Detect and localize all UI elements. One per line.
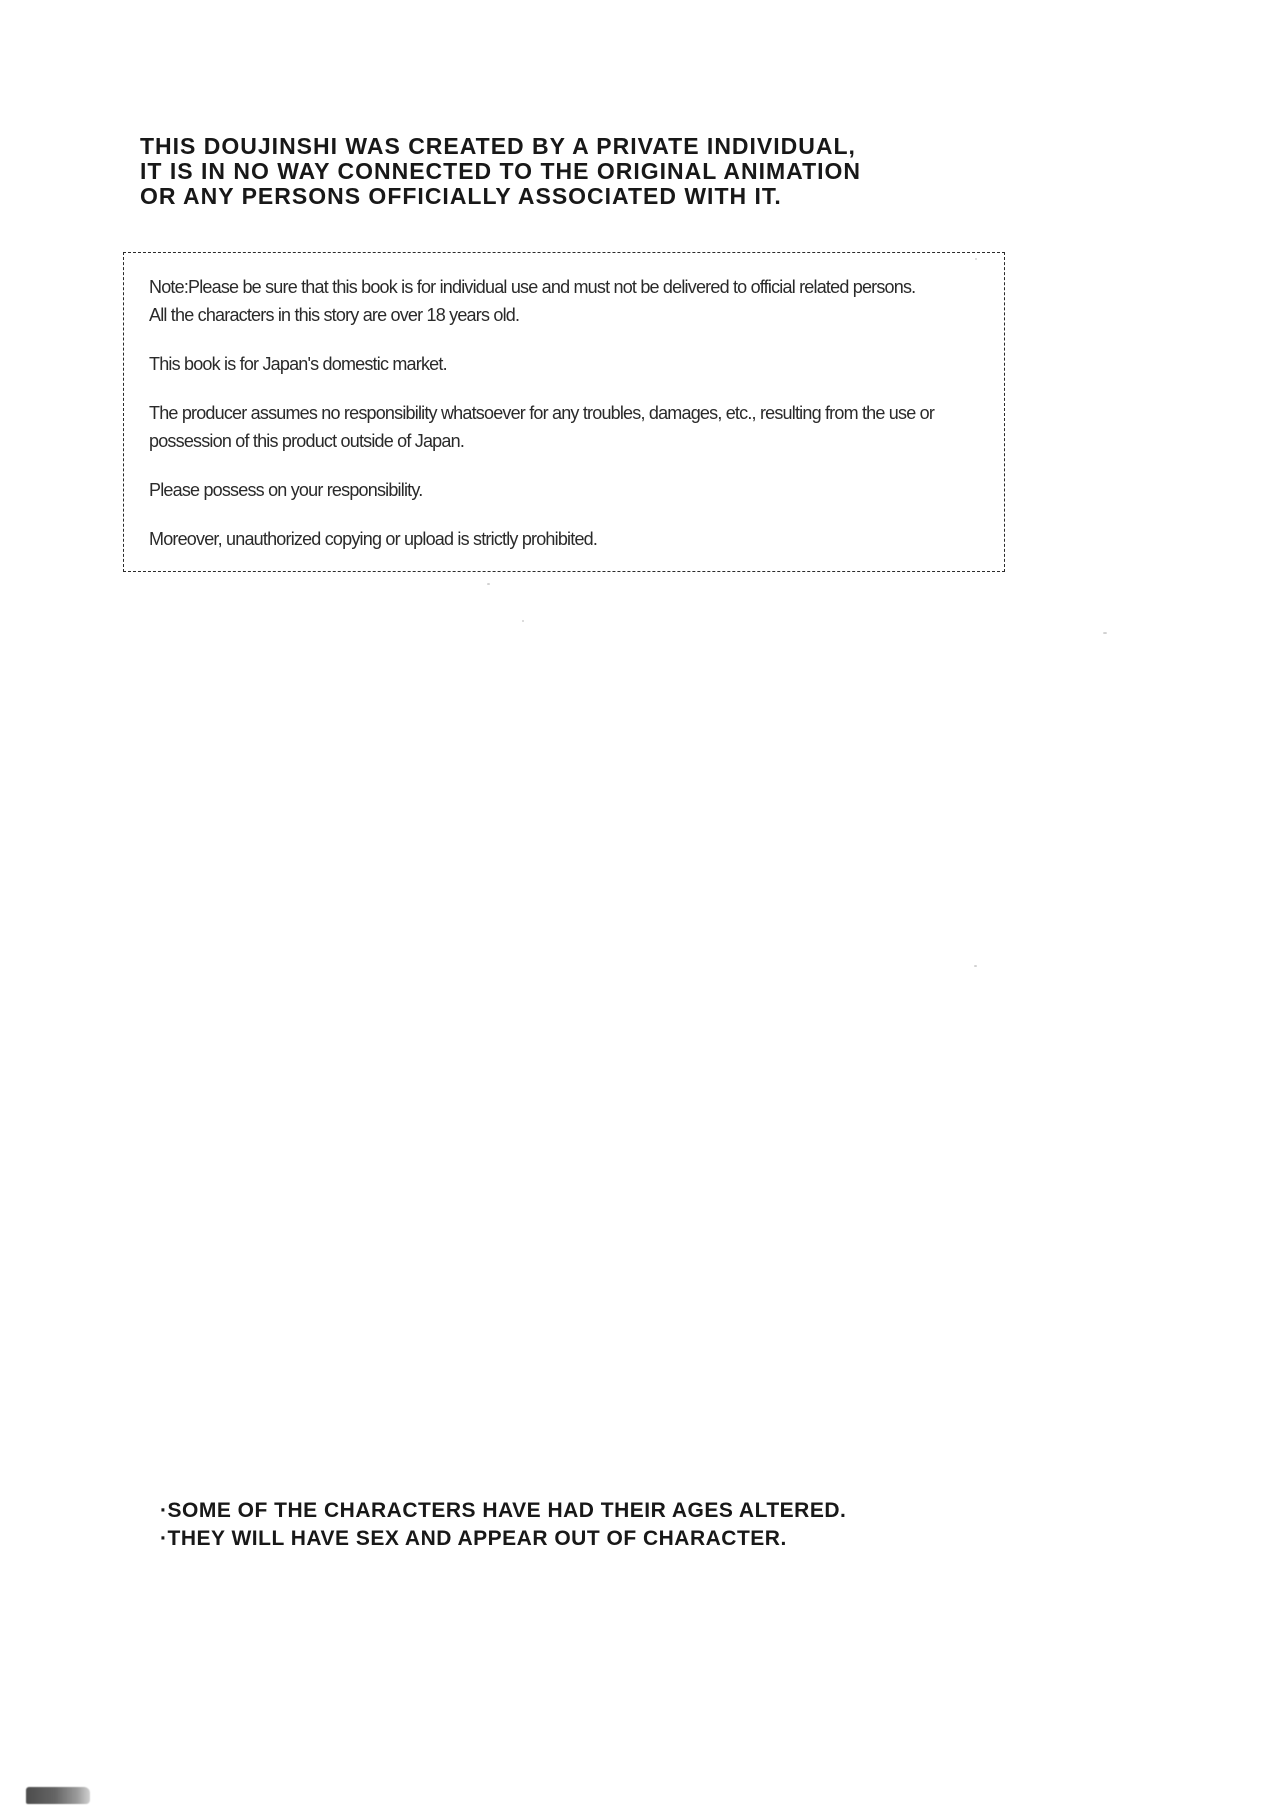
scan-speck (975, 258, 977, 260)
disclaimer-header-line-3: OR ANY PERSONS OFFICIALLY ASSOCIATED WITH IT. (140, 183, 782, 209)
scan-speck (487, 583, 490, 585)
notice-line: The producer assumes no responsibility whatsoever for any troubles, damages, etc., resulting from the use or (149, 403, 935, 423)
footer-note-line-1: ·SOME OF THE CHARACTERS HAVE HAD THEIR AGES ALTERED. (160, 1499, 847, 1522)
notice-line: Please possess on your responsibility. (149, 480, 423, 500)
scan-speck (522, 620, 524, 622)
notice-line: Moreover, unauthorized copying or upload is strictly prohibited. (149, 529, 598, 549)
disclaimer-header-line-2: IT IS IN NO WAY CONNECTED TO THE ORIGINAL ANIMATION (140, 158, 862, 184)
notice-paragraph-copying-prohibited (149, 525, 979, 553)
footer-notes (160, 1497, 846, 1553)
notice-line: All the characters in this story are over 18 years old. (149, 305, 520, 325)
scan-speck (1103, 632, 1107, 634)
scan-smudge-bottom-left (26, 1787, 90, 1804)
disclaimer-header (140, 134, 861, 209)
scan-speck (974, 965, 977, 967)
footer-note-line-2: ·THEY WILL HAVE SEX AND APPEAR OUT OF CHARACTER. (160, 1527, 787, 1550)
notice-line: possession of this product outside of Japan. (149, 431, 465, 451)
notice-paragraph-responsibility (149, 399, 979, 455)
disclaimer-header-line-1: THIS DOUJINSHI WAS CREATED BY A PRIVATE INDIVIDUAL, (140, 133, 856, 159)
notice-box (123, 252, 1005, 572)
notice-line: This book is for Japan's domestic market. (149, 354, 447, 374)
notice-paragraph-possess (149, 476, 979, 504)
notice-paragraph-use (149, 273, 979, 329)
notice-line: Note:Please be sure that this book is for individual use and must not be delivered to official related persons. (149, 277, 916, 297)
notice-paragraph-domestic-market (149, 350, 979, 378)
